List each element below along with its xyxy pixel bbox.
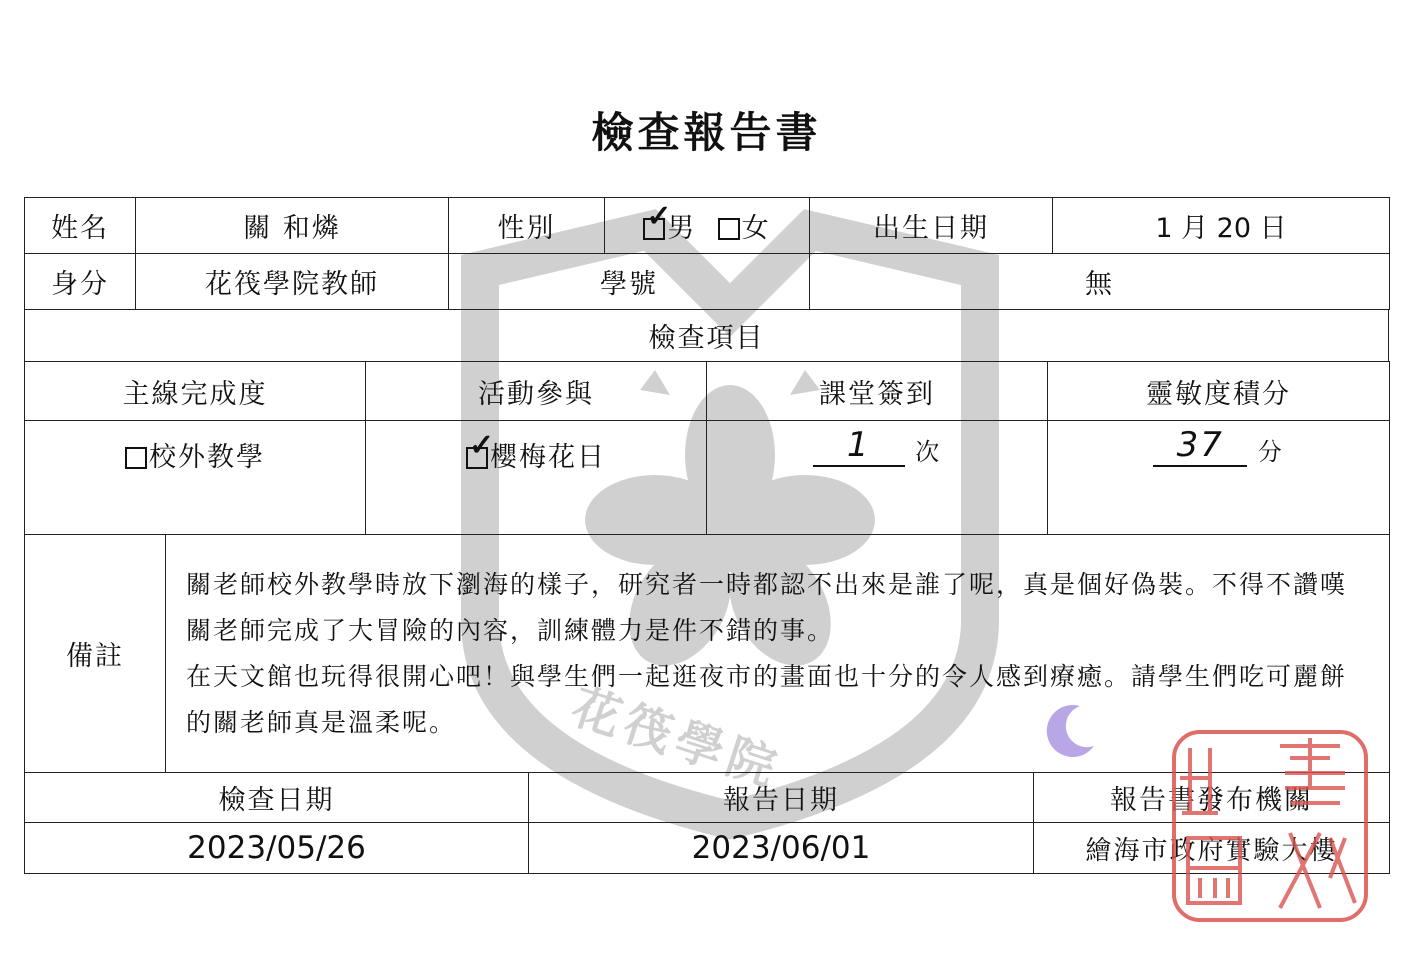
birth-value: 1 月 20 日 <box>1053 198 1390 254</box>
student-id-label: 學號 <box>449 254 810 310</box>
attendance-value: 1 <box>813 425 905 467</box>
report-date-value: 2023/06/01 <box>529 823 1034 874</box>
gender-male-label: 男 <box>667 213 697 244</box>
mainline-cell <box>25 421 366 535</box>
personal-info-table <box>24 197 1390 310</box>
remarks-paragraph-2: 在天文館也玩得很開心吧！與學生們一起逛夜市的畫面也十分的令人感到療癒。請學生們吃可麗餅的關老師真是溫柔呢。 <box>186 661 1348 737</box>
name-label: 姓名 <box>25 198 136 254</box>
score-cell <box>1048 421 1390 535</box>
remarks-paragraph-1: 關老師校外教學時放下瀏海的樣子，研究者一時都認不出來是誰了呢，真是個好偽裝。不得不讚嘆關老師完成了大冒險的內容，訓練體力是件不錯的事。 <box>186 569 1348 645</box>
issuer-value: 繪海市政府實驗大樓 <box>1034 823 1390 874</box>
official-seal-stamp <box>1170 728 1370 924</box>
activity-cell <box>366 421 707 535</box>
activity-checkbox[interactable] <box>466 428 497 469</box>
mainline-checkbox[interactable] <box>125 447 147 469</box>
identity-label: 身分 <box>25 254 136 310</box>
name-value: 關 和燐 <box>136 198 449 254</box>
issuer-label: 報告書發布機關 <box>1034 773 1390 823</box>
header-mainline: 主線完成度 <box>25 362 366 421</box>
student-id-value: 無 <box>810 254 1390 310</box>
check-mark-icon: ✓ <box>469 428 497 463</box>
gender-female-label: 女 <box>741 213 771 244</box>
score-unit: 分 <box>1257 438 1284 466</box>
attendance-unit: 次 <box>915 438 942 466</box>
gender-female-checkbox[interactable] <box>718 218 740 240</box>
header-attendance: 課堂簽到 <box>707 362 1048 421</box>
score-value: 37 <box>1153 425 1247 467</box>
mainline-label: 校外教學 <box>149 442 265 473</box>
gender-label: 性別 <box>449 198 605 254</box>
header-score: 靈敏度積分 <box>1048 362 1390 421</box>
check-mark-icon: ✓ <box>646 199 674 234</box>
check-date-label: 檢查日期 <box>25 773 529 823</box>
remarks-label: 備註 <box>25 535 166 773</box>
gender-options <box>605 198 810 254</box>
items-heading: 檢查項目 <box>25 310 1389 362</box>
gender-male-checkbox[interactable] <box>643 199 674 240</box>
header-activity: 活動參與 <box>366 362 707 421</box>
watermark-text: 花筏學院 <box>565 678 788 799</box>
attendance-cell <box>707 421 1048 535</box>
birth-label: 出生日期 <box>810 198 1053 254</box>
identity-value: 花筏學院教師 <box>136 254 449 310</box>
activity-label: 櫻梅花日 <box>490 442 606 473</box>
inspection-items-table <box>24 361 1390 535</box>
items-heading-table <box>24 309 1389 362</box>
page-title: 檢查報告書 <box>591 108 822 157</box>
check-date-value: 2023/05/26 <box>25 823 529 874</box>
report-date-label: 報告日期 <box>529 773 1034 823</box>
